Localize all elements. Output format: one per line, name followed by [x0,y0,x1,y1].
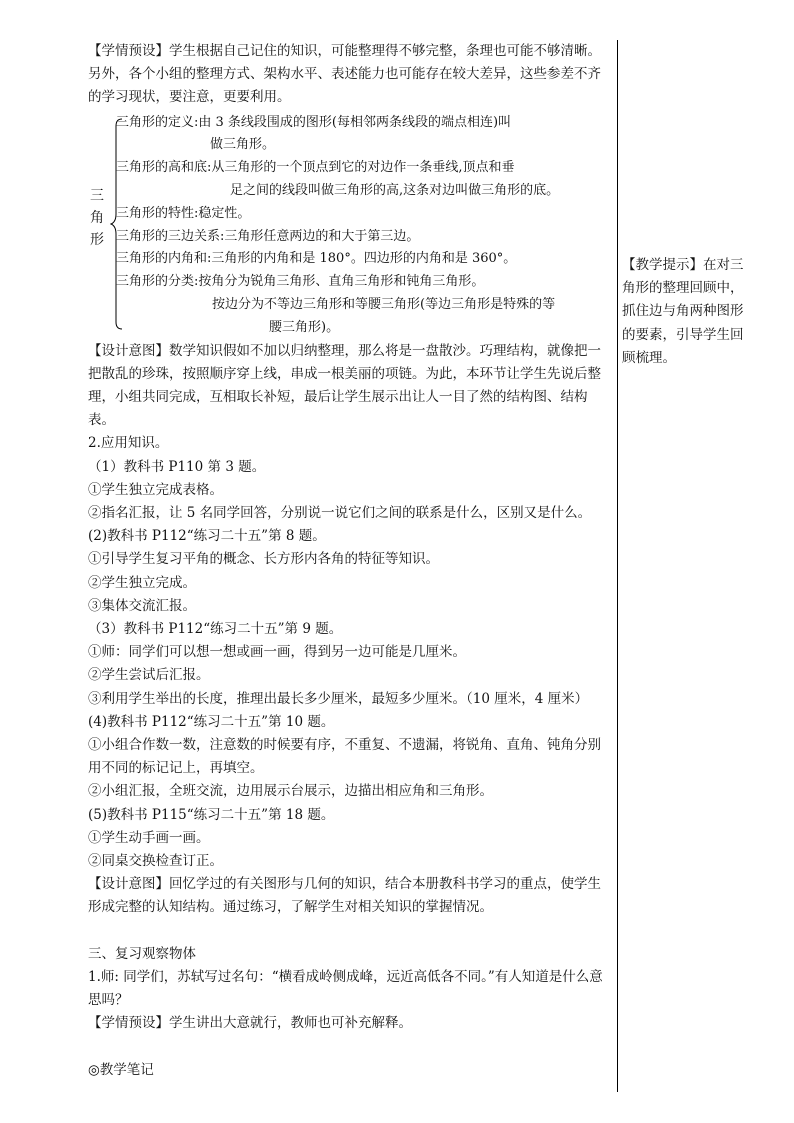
sidebar-tip: 【教学提示】在对三角形的整理回顾中，抓住边与角两种图形的要素，引导学生回顾梳理。 [622,257,744,366]
teaching-notes-label: ◎教学笔记 [88,1061,154,1078]
exercise-step: ②学生独立完成。 [88,574,196,591]
exercise-step: ②学生尝试后汇报。 [88,667,210,684]
design-intent-paragraph: 【设计意图】数学知识假如不加以归纳整理，那么将是一盘散沙。巧理结构，就像把一把散乱的珍珠，按照顺序穿上线，串成一根美丽的项链。为此，本环节让学生先说后整理，小组共同完成，互相取长补短，最后让学生展示出让人一目了然的结构图、结构表。 [88,342,601,429]
summary-label-char: 角 [90,209,104,226]
spacer [88,1036,612,1059]
exercise-step: ①学生动手画一画。 [88,829,210,846]
exercise-step: ①师：同学们可以想一想或画一画，得到另一边可能是几厘米。 [88,644,466,661]
exercise-title: (5)教科书 P115“练习二十五”第 18 题。 [88,806,335,823]
summary-label [90,185,108,251]
exercise-title: （1）教科书 P110 第 3 题。 [88,458,266,475]
exercise-title: (4)教科书 P112“练习二十五”第 10 题。 [88,713,335,730]
summary-items [116,112,616,340]
summary-item: 按边分为不等边三角形和等腰三角形(等边三角形是特殊的等 [212,296,556,312]
summary-label-char: 形 [90,231,104,248]
exercise-step: ①引导学生复习平角的概念、长方形内各角的特征等知识。 [88,551,439,568]
summary-item: 做三角形。 [210,137,276,153]
exercise-step: ②小组汇报，全班交流，边用展示台展示，边描出相应角和三角形。 [88,783,493,800]
summary-item: 足之间的线段叫做三角形的高,这条对边叫做三角形的底。 [230,183,560,198]
exercise-title: (2)教科书 P112“练习二十五”第 8 题。 [88,528,326,545]
summary-item: 三角形的分类:按角分为锐角三角形、直角三角形和钝角三角形。 [116,274,485,290]
section-heading: 2.应用知识。 [88,435,169,452]
preset-paragraph: 【学情预设】学生根据自己记住的知识，可能整理得不够完整，条理也可能不够清晰。另外，各个小组的整理方式、架构水平、表述能力也可能存在较大差异，这些参差不齐的学习现状，要注意，更要利用。 [88,43,601,106]
exercise-step: ③集体交流汇报。 [88,597,196,614]
spacer [88,920,612,943]
teacher-question: 1.师: 同学们，苏轼写过名句：“横看成岭侧成峰，远近高低各不同。”有人知道是什么意思吗？ [88,968,603,1009]
summary-label-char: 三 [90,187,104,204]
main-column [88,40,612,1082]
exercise-title: （3）教科书 P112“练习二十五”第 9 题。 [88,621,343,638]
summary-item: 三角形的三边关系:三角形任意两边的和大于第三边。 [116,228,420,244]
triangle-summary [88,112,612,334]
summary-item: 三角形的内角和:三角形的内角和是 180°。四边形的内角和是 360°。 [116,251,517,267]
preset-paragraph: 【学情预设】学生讲出大意就行，教师也可补充解释。 [88,1015,412,1032]
exercise-step: ②指名汇报，让 5 名同学回答，分别说一说它们之间的联系是什么，区别又是什么。 [88,505,592,522]
summary-item: 腰三角形)。 [269,319,340,335]
summary-item: 三角形的定义:由 3 条线段围成的图形(每相邻两条线段的端点相连)叫 [116,114,512,130]
exercise-step: ①小组合作数一数，注意数的时候要有序，不重复、不遗漏，将锐角、直角、钝角分别用不同的标记记上，再填空。 [88,737,601,777]
section-heading: 三、复习观察物体 [88,945,196,962]
exercise-step: ①学生独立完成表格。 [88,481,223,498]
summary-item: 三角形的特性:稳定性。 [116,205,251,221]
exercise-step: ②同桌交换检查订正。 [88,853,223,870]
exercise-step: ③利用学生举出的长度，推理出最长多少厘米，最短多少厘米。（10 厘米，4 厘米） [88,690,589,707]
design-intent-paragraph: 【设计意图】回忆学过的有关图形与几何的知识，结合本册教科书学习的重点，使学生形成完整的认知结构。通过练习，了解学生对相关知识的掌握情况。 [88,876,601,916]
column-divider [617,40,618,1092]
summary-item: 三角形的高和底:从三角形的一个顶点到它的对边作一条垂线,顶点和垂 [116,160,515,176]
